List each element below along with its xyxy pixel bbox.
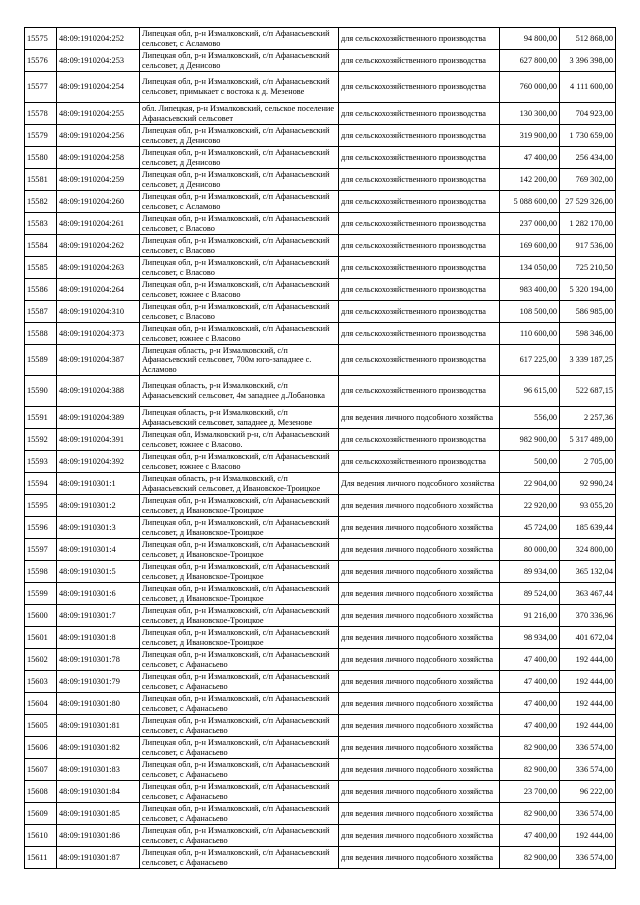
parcel-address: Липецкая обл, р-н Измалковский, с/п Афанасьевский сельсовет, с Власово [140,257,339,279]
cadastral-value: 27 529 326,00 [560,191,616,213]
cadastral-number: 48:09:1910301:86 [57,825,140,847]
row-number: 15598 [25,561,57,583]
cadastral-number: 48:09:1910204:388 [57,376,140,407]
table-row [25,781,616,803]
cadastral-value: 586 985,00 [560,301,616,323]
cadastral-value: 1 730 659,00 [560,125,616,147]
table-row [25,213,616,235]
parcel-area: 134 050,00 [500,257,560,279]
permitted-use: для сельскохозяйственного производства [339,345,500,376]
row-number: 15576 [25,50,57,72]
parcel-address: Липецкая обл, р-н Измалковский, с/п Афанасьевский сельсовет, с Афанасьево [140,715,339,737]
permitted-use: для ведения личного подсобного хозяйства [339,649,500,671]
parcel-area: 94 800,00 [500,28,560,50]
permitted-use: для ведения личного подсобного хозяйства [339,583,500,605]
parcel-area: 130 300,00 [500,103,560,125]
cadastral-number: 48:09:1910301:85 [57,803,140,825]
table-row [25,473,616,495]
table-row [25,715,616,737]
cadastral-value: 336 574,00 [560,803,616,825]
parcel-area: 91 216,00 [500,605,560,627]
parcel-area: 110 600,00 [500,323,560,345]
row-number: 15588 [25,323,57,345]
table-body [25,28,616,869]
permitted-use: для сельскохозяйственного производства [339,169,500,191]
row-number: 15591 [25,407,57,429]
cadastral-number: 48:09:1910301:81 [57,715,140,737]
cadastral-value: 192 444,00 [560,649,616,671]
parcel-address: Липецкая область, р-н Измалковский, с/п Афанасьевский сельсовет, д Ивановское-Троицкое [140,473,339,495]
parcel-address: Липецкая обл, р-н Измалковский, с/п Афанасьевский сельсовет, с Асламово [140,191,339,213]
cadastral-number: 48:09:1910301:4 [57,539,140,561]
table-row [25,847,616,869]
row-number: 15604 [25,693,57,715]
table-row [25,169,616,191]
permitted-use: для сельскохозяйственного производства [339,279,500,301]
cadastral-value: 704 923,00 [560,103,616,125]
parcel-address: Липецкая обл, р-н Измалковский, с/п Афанасьевский сельсовет, д Ивановское-Троицкое [140,583,339,605]
parcel-area: 89 934,00 [500,561,560,583]
cadastral-number: 48:09:1910204:252 [57,28,140,50]
cadastral-number: 48:09:1910204:262 [57,235,140,257]
row-number: 15586 [25,279,57,301]
table-row [25,125,616,147]
parcel-address: Липецкая обл, р-н Измалковский, с/п Афанасьевский сельсовет, с Афанасьево [140,693,339,715]
row-number: 15575 [25,28,57,50]
table-row [25,803,616,825]
parcel-area: 627 800,00 [500,50,560,72]
parcel-area: 982 900,00 [500,429,560,451]
table-row [25,561,616,583]
row-number: 15589 [25,345,57,376]
table-row [25,517,616,539]
parcel-address: Липецкая область, р-н Измалковский, с/п Афанасьевский сельсовет, западнее д. Мезенове [140,407,339,429]
row-number: 15593 [25,451,57,473]
table-row [25,671,616,693]
row-number: 15585 [25,257,57,279]
table-row [25,627,616,649]
permitted-use: для ведения личного подсобного хозяйства [339,605,500,627]
table-row [25,301,616,323]
permitted-use: для сельскохозяйственного производства [339,323,500,345]
permitted-use: для ведения личного подсобного хозяйства [339,825,500,847]
row-number: 15607 [25,759,57,781]
permitted-use: для ведения личного подсобного хозяйства [339,561,500,583]
parcel-address: Липецкая обл, р-н Измалковский, с/п Афанасьевский сельсовет, с Афанасьево [140,825,339,847]
parcel-address: Липецкая обл, р-н Измалковский, с/п Афанасьевский сельсовет, д Ивановское-Троицкое [140,627,339,649]
row-number: 15594 [25,473,57,495]
row-number: 15587 [25,301,57,323]
permitted-use: для ведения личного подсобного хозяйства [339,693,500,715]
cadastral-number: 48:09:1910301:8 [57,627,140,649]
permitted-use: для ведения личного подсобного хозяйства [339,407,500,429]
cadastral-number: 48:09:1910204:253 [57,50,140,72]
permitted-use: для сельскохозяйственного производства [339,103,500,125]
parcel-area: 47 400,00 [500,671,560,693]
cadastral-number: 48:09:1910204:258 [57,147,140,169]
cadastral-value: 370 336,96 [560,605,616,627]
permitted-use: для сельскохозяйственного производства [339,257,500,279]
table-row [25,191,616,213]
row-number: 15581 [25,169,57,191]
cadastral-number: 48:09:1910301:79 [57,671,140,693]
table-row [25,759,616,781]
parcel-area: 47 400,00 [500,825,560,847]
cadastral-value: 5 317 489,00 [560,429,616,451]
parcel-area: 82 900,00 [500,737,560,759]
cadastral-value: 3 339 187,25 [560,345,616,376]
row-number: 15602 [25,649,57,671]
permitted-use: для ведения личного подсобного хозяйства [339,759,500,781]
cadastral-value: 401 672,04 [560,627,616,649]
parcel-address: Липецкая обл, р-н Измалковский, с/п Афанасьевский сельсовет, с Власово [140,235,339,257]
cadastral-value: 96 222,00 [560,781,616,803]
row-number: 15577 [25,72,57,103]
permitted-use: Для ведения личного подсобного хозяйства [339,473,500,495]
row-number: 15595 [25,495,57,517]
parcel-area: 47 400,00 [500,693,560,715]
permitted-use: для сельскохозяйственного производства [339,28,500,50]
parcel-area: 5 088 600,00 [500,191,560,213]
table-row [25,72,616,103]
table-row [25,235,616,257]
parcel-address: Липецкая обл, р-н Измалковский, с/п Афанасьевский сельсовет, южнее с Власово [140,451,339,473]
parcel-address: Липецкая обл, Измалковский р-н, с/п Афанасьевский сельсовет, южнее с Власово. [140,429,339,451]
row-number: 15578 [25,103,57,125]
parcel-address: Липецкая обл, р-н Измалковский, с/п Афанасьевский сельсовет, д Денисово [140,169,339,191]
cadastral-number: 48:09:1910204:259 [57,169,140,191]
cadastral-value: 769 302,00 [560,169,616,191]
row-number: 15580 [25,147,57,169]
parcel-area: 89 524,00 [500,583,560,605]
row-number: 15610 [25,825,57,847]
cadastral-number: 48:09:1910301:1 [57,473,140,495]
permitted-use: для ведения личного подсобного хозяйства [339,781,500,803]
cadastral-number: 48:09:1910301:3 [57,517,140,539]
parcel-address: Липецкая обл, р-н Измалковский, с/п Афанасьевский сельсовет, д Ивановское-Троицкое [140,539,339,561]
cadastral-value: 92 990,24 [560,473,616,495]
parcel-address: Липецкая обл, р-н Измалковский, с/п Афанасьевский сельсовет, с Афанасьево [140,737,339,759]
table-row [25,583,616,605]
permitted-use: для сельскохозяйственного производства [339,301,500,323]
table-row [25,429,616,451]
permitted-use: для ведения личного подсобного хозяйства [339,737,500,759]
parcel-area: 98 934,00 [500,627,560,649]
permitted-use: для сельскохозяйственного производства [339,191,500,213]
cadastral-value: 512 868,00 [560,28,616,50]
parcel-address: Липецкая обл, р-н Измалковский, с/п Афанасьевский сельсовет, с Афанасьево [140,847,339,869]
cadastral-number: 48:09:1910204:387 [57,345,140,376]
cadastral-value: 2 705,00 [560,451,616,473]
parcel-area: 22 904,00 [500,473,560,495]
cadastral-number: 48:09:1910204:255 [57,103,140,125]
parcel-address: Липецкая обл, р-н Измалковский, с/п Афанасьевский сельсовет, д Ивановское-Троицкое [140,495,339,517]
cadastral-number: 48:09:1910301:6 [57,583,140,605]
permitted-use: для ведения личного подсобного хозяйства [339,847,500,869]
parcel-area: 617 225,00 [500,345,560,376]
row-number: 15583 [25,213,57,235]
table-row [25,825,616,847]
parcel-area: 80 000,00 [500,539,560,561]
cadastral-value: 192 444,00 [560,825,616,847]
permitted-use: для ведения личного подсобного хозяйства [339,627,500,649]
parcel-address: Липецкая обл, р-н Измалковский, с/п Афанасьевский сельсовет, д Денисово [140,147,339,169]
table-row [25,407,616,429]
cadastral-value: 192 444,00 [560,671,616,693]
cadastral-number: 48:09:1910204:261 [57,213,140,235]
parcel-area: 96 615,00 [500,376,560,407]
parcel-address: Липецкая обл, р-н Измалковский, с/п Афанасьевский сельсовет, южнее с Власово [140,279,339,301]
table-row [25,693,616,715]
row-number: 15584 [25,235,57,257]
cadastral-number: 48:09:1910301:2 [57,495,140,517]
parcel-area: 47 400,00 [500,649,560,671]
parcel-address: обл. Липецкая, р-н Измалковский, сельское поселение Афанасьевский сельсовет [140,103,339,125]
table-row [25,495,616,517]
row-number: 15590 [25,376,57,407]
cadastral-value: 917 536,00 [560,235,616,257]
table-row [25,103,616,125]
cadastral-number: 48:09:1910204:392 [57,451,140,473]
cadastral-value: 522 687,15 [560,376,616,407]
parcel-address: Липецкая обл, р-н Измалковский, с/п Афанасьевский сельсовет, с Афанасьево [140,759,339,781]
cadastral-value: 5 320 194,00 [560,279,616,301]
table-row [25,257,616,279]
row-number: 15601 [25,627,57,649]
table-row [25,279,616,301]
parcel-area: 47 400,00 [500,147,560,169]
table-row [25,605,616,627]
permitted-use: для ведения личного подсобного хозяйства [339,715,500,737]
cadastral-number: 48:09:1910301:5 [57,561,140,583]
permitted-use: для сельскохозяйственного производства [339,213,500,235]
row-number: 15582 [25,191,57,213]
parcel-area: 108 500,00 [500,301,560,323]
parcel-address: Липецкая обл, р-н Измалковский, с/п Афанасьевский сельсовет, д Ивановское-Троицкое [140,605,339,627]
cadastral-value: 336 574,00 [560,759,616,781]
parcel-address: Липецкая обл, р-н Измалковский, с/п Афанасьевский сельсовет, с Афанасьево [140,649,339,671]
cadastral-number: 48:09:1910204:264 [57,279,140,301]
cadastral-value: 1 282 170,00 [560,213,616,235]
parcel-area: 82 900,00 [500,759,560,781]
permitted-use: для ведения личного подсобного хозяйства [339,495,500,517]
parcel-area: 983 400,00 [500,279,560,301]
row-number: 15579 [25,125,57,147]
parcel-area: 760 000,00 [500,72,560,103]
table-row [25,737,616,759]
land-parcels-table [24,27,616,869]
table-row [25,451,616,473]
parcel-area: 237 000,00 [500,213,560,235]
cadastral-value: 2 257,36 [560,407,616,429]
parcel-address: Липецкая обл, р-н Измалковский, с/п Афанасьевский сельсовет, с Власово [140,213,339,235]
cadastral-value: 336 574,00 [560,737,616,759]
parcel-area: 22 920,00 [500,495,560,517]
cadastral-number: 48:09:1910204:373 [57,323,140,345]
table-row [25,323,616,345]
parcel-area: 82 900,00 [500,803,560,825]
parcel-address: Липецкая обл, р-н Измалковский, с/п Афанасьевский сельсовет, с Власово [140,301,339,323]
row-number: 15592 [25,429,57,451]
permitted-use: для сельскохозяйственного производства [339,147,500,169]
row-number: 15599 [25,583,57,605]
permitted-use: для сельскохозяйственного производства [339,376,500,407]
row-number: 15600 [25,605,57,627]
cadastral-number: 48:09:1910204:389 [57,407,140,429]
parcel-address: Липецкая обл, р-н Измалковский, с/п Афанасьевский сельсовет, д Ивановское-Троицкое [140,561,339,583]
row-number: 15609 [25,803,57,825]
land-registry-page [24,27,615,869]
cadastral-number: 48:09:1910204:256 [57,125,140,147]
parcel-address: Липецкая обл, р-н Измалковский, с/п Афанасьевский сельсовет, д Ивановское-Троицкое [140,517,339,539]
cadastral-value: 598 346,00 [560,323,616,345]
row-number: 15608 [25,781,57,803]
row-number: 15606 [25,737,57,759]
cadastral-number: 48:09:1910204:263 [57,257,140,279]
parcel-address: Липецкая область, р-н Измалковский, с/п Афанасьевский сельсовет, 700м юго-западнее с. Асламово [140,345,339,376]
cadastral-value: 324 800,00 [560,539,616,561]
cadastral-number: 48:09:1910301:84 [57,781,140,803]
parcel-address: Липецкая обл, р-н Измалковский, с/п Афанасьевский сельсовет, д Денисово [140,125,339,147]
table-row [25,28,616,50]
parcel-address: Липецкая обл, р-н Измалковский, с/п Афанасьевский сельсовет, южнее с Власово [140,323,339,345]
permitted-use: для ведения личного подсобного хозяйства [339,803,500,825]
table-row [25,376,616,407]
cadastral-value: 363 467,44 [560,583,616,605]
cadastral-number: 48:09:1910204:310 [57,301,140,323]
cadastral-number: 48:09:1910204:254 [57,72,140,103]
cadastral-value: 725 210,50 [560,257,616,279]
cadastral-number: 48:09:1910301:80 [57,693,140,715]
cadastral-value: 336 574,00 [560,847,616,869]
cadastral-value: 185 639,44 [560,517,616,539]
table-row [25,649,616,671]
parcel-area: 169 600,00 [500,235,560,257]
permitted-use: для сельскохозяйственного производства [339,72,500,103]
parcel-area: 47 400,00 [500,715,560,737]
permitted-use: для сельскохозяйственного производства [339,429,500,451]
table-row [25,147,616,169]
table-row [25,345,616,376]
cadastral-value: 93 055,20 [560,495,616,517]
parcel-area: 45 724,00 [500,517,560,539]
row-number: 15605 [25,715,57,737]
parcel-address: Липецкая обл, р-н Измалковский, с/п Афанасьевский сельсовет, с Афанасьево [140,671,339,693]
parcel-address: Липецкая обл, р-н Измалковский, с/п Афанасьевский сельсовет, с Афанасьево [140,803,339,825]
cadastral-number: 48:09:1910204:260 [57,191,140,213]
permitted-use: для сельскохозяйственного производства [339,50,500,72]
row-number: 15597 [25,539,57,561]
parcel-address: Липецкая обл, р-н Измалковский, с/п Афанасьевский сельсовет, д Денисово [140,50,339,72]
permitted-use: для сельскохозяйственного производства [339,451,500,473]
cadastral-value: 4 111 600,00 [560,72,616,103]
parcel-address: Липецкая область, р-н Измалковский, с/п Афанасьевский сельсовет, 4м западнее д.Лобановка [140,376,339,407]
cadastral-value: 365 132,04 [560,561,616,583]
row-number: 15611 [25,847,57,869]
parcel-area: 82 900,00 [500,847,560,869]
parcel-address: Липецкая обл, р-н Измалковский, с/п Афанасьевский сельсовет, с Асламово [140,28,339,50]
permitted-use: для ведения личного подсобного хозяйства [339,671,500,693]
table-row [25,539,616,561]
cadastral-number: 48:09:1910301:83 [57,759,140,781]
parcel-area: 319 900,00 [500,125,560,147]
parcel-area: 23 700,00 [500,781,560,803]
permitted-use: для сельскохозяйственного производства [339,235,500,257]
parcel-address: Липецкая обл, р-н Измалковский, с/п Афанасьевский сельсовет, с Афанасьево [140,781,339,803]
permitted-use: для ведения личного подсобного хозяйства [339,539,500,561]
table-row [25,50,616,72]
parcel-address: Липецкая обл, р-н Измалковский, с/п Афанасьевский сельсовет, примыкает с востока к д. Мезенове [140,72,339,103]
cadastral-number: 48:09:1910301:82 [57,737,140,759]
cadastral-number: 48:09:1910301:7 [57,605,140,627]
permitted-use: для ведения личного подсобного хозяйства [339,517,500,539]
cadastral-number: 48:09:1910204:391 [57,429,140,451]
cadastral-value: 192 444,00 [560,693,616,715]
parcel-area: 556,00 [500,407,560,429]
parcel-area: 500,00 [500,451,560,473]
cadastral-value: 256 434,00 [560,147,616,169]
permitted-use: для сельскохозяйственного производства [339,125,500,147]
row-number: 15596 [25,517,57,539]
parcel-area: 142 200,00 [500,169,560,191]
cadastral-number: 48:09:1910301:87 [57,847,140,869]
cadastral-value: 3 396 398,00 [560,50,616,72]
row-number: 15603 [25,671,57,693]
cadastral-value: 192 444,00 [560,715,616,737]
cadastral-number: 48:09:1910301:78 [57,649,140,671]
